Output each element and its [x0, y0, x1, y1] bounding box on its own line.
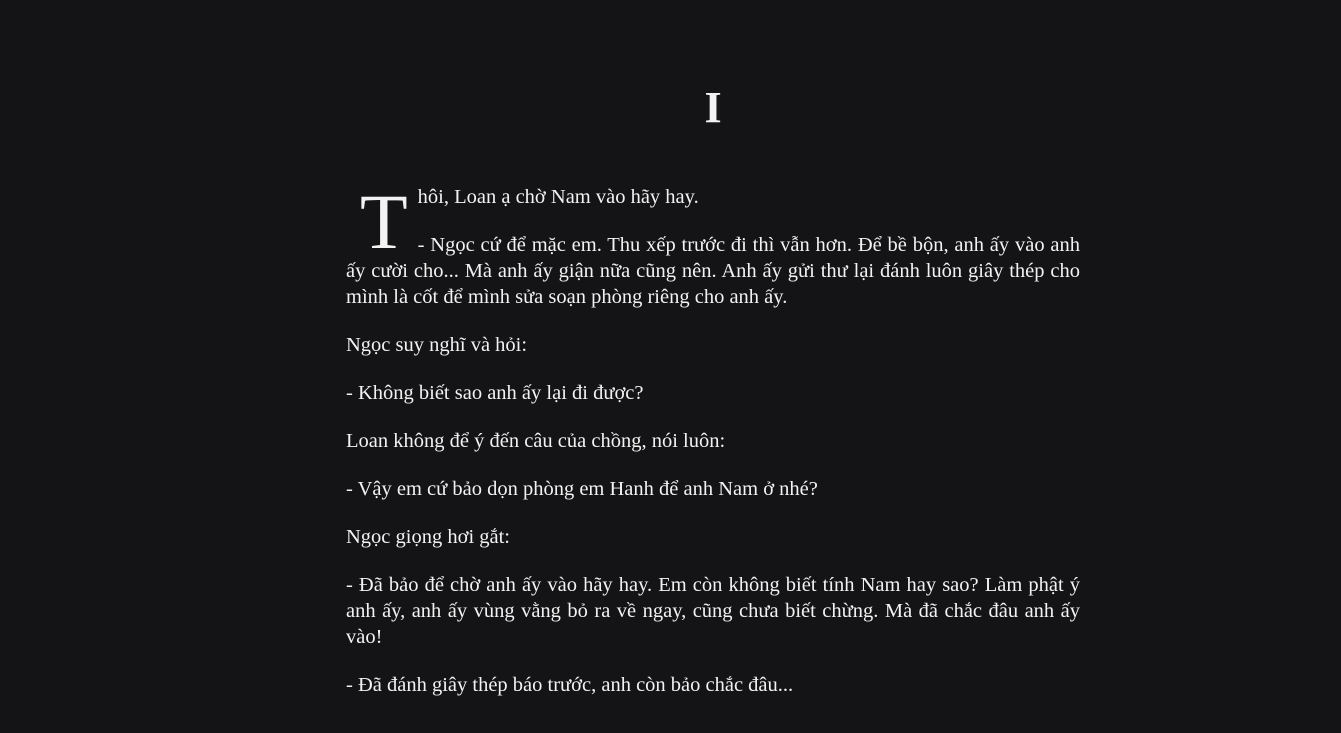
paragraph: - Đã bảo để chờ anh ấy vào hãy hay. Em còn không biết tính Nam hay sao? Làm phật ý anh ấy, anh ấy vùng vằng bỏ ra về ngay, cũng chưa biết chừng. Mà đã chắc đâu anh ấy vào!	[346, 574, 1080, 648]
paragraph: - Ngọc cứ để mặc em. Thu xếp trước đi thì vẫn hơn. Để bề bộn, anh ấy vào anh ấy cười cho... Mà anh ấy giận nữa cũng nên. Anh ấy gửi thư lại đánh luôn giây thép cho mình là cốt để mình sửa soạn phòng riêng cho anh ấy.	[346, 234, 1080, 308]
paragraph: - Vậy em cứ bảo dọn phòng em Hanh để anh Nam ở nhé?	[346, 478, 818, 500]
first-paragraph-text: hôi, Loan ạ chờ Nam vào hãy hay.	[417, 186, 699, 208]
first-paragraph	[346, 178, 1080, 265]
reader-page	[346, 0, 1080, 720]
drop-cap: T	[360, 178, 408, 265]
chapter-title: I	[704, 83, 722, 132]
paragraph: - Đã đánh giây thép báo trước, anh còn bảo chắc đâu...	[346, 674, 794, 696]
paragraph: Ngọc suy nghĩ và hỏi:	[346, 334, 528, 356]
chapter-body	[346, 178, 1080, 698]
paragraph: - Không biết sao anh ấy lại đi được?	[346, 382, 644, 404]
paragraph: Ngọc giọng hơi gắt:	[346, 526, 510, 548]
paragraph: Loan không để ý đến câu của chồng, nói luôn:	[346, 430, 726, 452]
